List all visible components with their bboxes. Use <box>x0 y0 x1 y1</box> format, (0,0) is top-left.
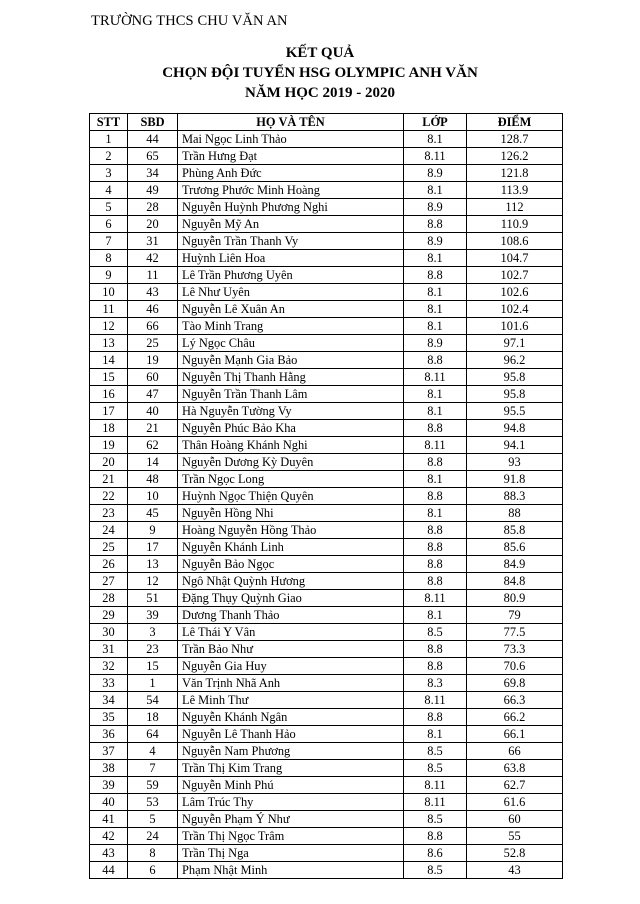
cell-name: Trương Phước Minh Hoàng <box>178 182 404 199</box>
cell-sbd: 11 <box>128 267 178 284</box>
cell-class: 8.11 <box>404 437 467 454</box>
cell-sbd: 62 <box>128 437 178 454</box>
cell-sbd: 21 <box>128 420 178 437</box>
cell-sbd: 3 <box>128 624 178 641</box>
cell-stt: 6 <box>90 216 128 233</box>
cell-score: 79 <box>467 607 563 624</box>
cell-score: 43 <box>467 862 563 879</box>
cell-name: Huỳnh Ngọc Thiện Quyên <box>178 488 404 505</box>
cell-score: 88 <box>467 505 563 522</box>
cell-stt: 36 <box>90 726 128 743</box>
cell-score: 102.6 <box>467 284 563 301</box>
cell-class: 8.9 <box>404 335 467 352</box>
cell-stt: 35 <box>90 709 128 726</box>
cell-name: Nguyễn Trần Thanh Vy <box>178 233 404 250</box>
cell-stt: 20 <box>90 454 128 471</box>
cell-name: Nguyễn Gia Huy <box>178 658 404 675</box>
cell-score: 94.8 <box>467 420 563 437</box>
cell-score: 101.6 <box>467 318 563 335</box>
cell-sbd: 19 <box>128 352 178 369</box>
cell-class: 8.11 <box>404 692 467 709</box>
table-row <box>90 505 563 522</box>
cell-name: Phùng Anh Đức <box>178 165 404 182</box>
cell-name: Nguyễn Trần Thanh Lâm <box>178 386 404 403</box>
cell-name: Nguyễn Khánh Linh <box>178 539 404 556</box>
cell-sbd: 47 <box>128 386 178 403</box>
cell-sbd: 23 <box>128 641 178 658</box>
cell-score: 121.8 <box>467 165 563 182</box>
cell-sbd: 54 <box>128 692 178 709</box>
cell-score: 112 <box>467 199 563 216</box>
cell-score: 84.8 <box>467 573 563 590</box>
cell-score: 52.8 <box>467 845 563 862</box>
cell-sbd: 40 <box>128 403 178 420</box>
cell-name: Phạm Nhật Minh <box>178 862 404 879</box>
table-row <box>90 233 563 250</box>
table-row <box>90 811 563 828</box>
cell-name: Ngô Nhật Quỳnh Hương <box>178 573 404 590</box>
cell-class: 8.8 <box>404 352 467 369</box>
table-row <box>90 862 563 879</box>
table-row <box>90 267 563 284</box>
table-row <box>90 165 563 182</box>
table-row <box>90 692 563 709</box>
table-row <box>90 794 563 811</box>
table-row <box>90 199 563 216</box>
cell-sbd: 13 <box>128 556 178 573</box>
table-row <box>90 709 563 726</box>
cell-name: Đặng Thụy Quỳnh Giao <box>178 590 404 607</box>
school-year: NĂM HỌC 2019 - 2020 <box>245 85 395 101</box>
cell-score: 62.7 <box>467 777 563 794</box>
cell-name: Tào Minh Trang <box>178 318 404 335</box>
school-name: TRƯỜNG THCS CHU VĂN AN <box>91 13 288 29</box>
cell-stt: 27 <box>90 573 128 590</box>
cell-score: 85.6 <box>467 539 563 556</box>
cell-name: Trần Thị Kim Trang <box>178 760 404 777</box>
cell-class: 8.8 <box>404 556 467 573</box>
cell-class: 8.8 <box>404 267 467 284</box>
cell-sbd: 28 <box>128 199 178 216</box>
cell-name: Nguyễn Hồng Nhi <box>178 505 404 522</box>
cell-sbd: 53 <box>128 794 178 811</box>
table-row <box>90 148 563 165</box>
cell-class: 8.1 <box>404 182 467 199</box>
column-header-stt: STT <box>90 114 128 131</box>
cell-class: 8.5 <box>404 743 467 760</box>
table-row <box>90 726 563 743</box>
table-row <box>90 284 563 301</box>
table-row <box>90 182 563 199</box>
table-row <box>90 573 563 590</box>
cell-score: 104.7 <box>467 250 563 267</box>
cell-score: 97.1 <box>467 335 563 352</box>
cell-name: Trần Thị Nga <box>178 845 404 862</box>
cell-class: 8.1 <box>404 505 467 522</box>
cell-class: 8.8 <box>404 420 467 437</box>
cell-score: 63.8 <box>467 760 563 777</box>
cell-name: Hà Nguyễn Tường Vy <box>178 403 404 420</box>
cell-sbd: 9 <box>128 522 178 539</box>
cell-class: 8.11 <box>404 369 467 386</box>
cell-name: Nguyễn Huỳnh Phương Nghi <box>178 199 404 216</box>
cell-stt: 32 <box>90 658 128 675</box>
cell-score: 60 <box>467 811 563 828</box>
cell-stt: 15 <box>90 369 128 386</box>
cell-name: Nguyễn Dương Kỳ Duyên <box>178 454 404 471</box>
cell-score: 95.8 <box>467 386 563 403</box>
cell-stt: 25 <box>90 539 128 556</box>
cell-name: Lâm Trúc Thy <box>178 794 404 811</box>
cell-score: 80.9 <box>467 590 563 607</box>
cell-score: 91.8 <box>467 471 563 488</box>
cell-name: Mai Ngọc Linh Thảo <box>178 131 404 148</box>
cell-sbd: 14 <box>128 454 178 471</box>
cell-stt: 33 <box>90 675 128 692</box>
cell-score: 102.4 <box>467 301 563 318</box>
cell-score: 85.8 <box>467 522 563 539</box>
cell-class: 8.8 <box>404 539 467 556</box>
cell-score: 94.1 <box>467 437 563 454</box>
cell-sbd: 6 <box>128 862 178 879</box>
column-header-class: LỚP <box>404 114 467 131</box>
cell-score: 96.2 <box>467 352 563 369</box>
cell-sbd: 49 <box>128 182 178 199</box>
cell-score: 66.2 <box>467 709 563 726</box>
cell-sbd: 65 <box>128 148 178 165</box>
cell-sbd: 15 <box>128 658 178 675</box>
table-row <box>90 352 563 369</box>
table-row <box>90 318 563 335</box>
table-row <box>90 386 563 403</box>
cell-name: Trần Bảo Như <box>178 641 404 658</box>
cell-stt: 43 <box>90 845 128 862</box>
cell-class: 8.1 <box>404 403 467 420</box>
results-body <box>90 131 563 879</box>
cell-name: Nguyễn Khánh Ngân <box>178 709 404 726</box>
cell-name: Nguyễn Lê Thanh Hảo <box>178 726 404 743</box>
cell-sbd: 8 <box>128 845 178 862</box>
cell-class: 8.8 <box>404 573 467 590</box>
table-row <box>90 471 563 488</box>
cell-class: 8.1 <box>404 301 467 318</box>
cell-stt: 5 <box>90 199 128 216</box>
cell-class: 8.5 <box>404 862 467 879</box>
cell-score: 95.5 <box>467 403 563 420</box>
cell-sbd: 7 <box>128 760 178 777</box>
table-row <box>90 437 563 454</box>
cell-score: 66.1 <box>467 726 563 743</box>
table-row <box>90 624 563 641</box>
table-row <box>90 556 563 573</box>
cell-class: 8.11 <box>404 794 467 811</box>
cell-sbd: 51 <box>128 590 178 607</box>
cell-stt: 14 <box>90 352 128 369</box>
table-row <box>90 216 563 233</box>
cell-name: Nguyễn Phạm Ý Như <box>178 811 404 828</box>
cell-score: 70.6 <box>467 658 563 675</box>
table-row <box>90 845 563 862</box>
cell-stt: 28 <box>90 590 128 607</box>
cell-stt: 41 <box>90 811 128 828</box>
cell-class: 8.11 <box>404 777 467 794</box>
cell-stt: 7 <box>90 233 128 250</box>
cell-class: 8.1 <box>404 726 467 743</box>
cell-class: 8.11 <box>404 590 467 607</box>
cell-name: Lý Ngọc Châu <box>178 335 404 352</box>
table-row <box>90 369 563 386</box>
cell-sbd: 39 <box>128 607 178 624</box>
cell-sbd: 42 <box>128 250 178 267</box>
cell-class: 8.6 <box>404 845 467 862</box>
cell-sbd: 4 <box>128 743 178 760</box>
cell-sbd: 59 <box>128 777 178 794</box>
table-row <box>90 777 563 794</box>
cell-score: 128.7 <box>467 131 563 148</box>
cell-stt: 18 <box>90 420 128 437</box>
cell-name: Nguyễn Lê Xuân An <box>178 301 404 318</box>
cell-class: 8.8 <box>404 709 467 726</box>
cell-class: 8.9 <box>404 199 467 216</box>
cell-score: 126.2 <box>467 148 563 165</box>
table-row <box>90 658 563 675</box>
cell-stt: 39 <box>90 777 128 794</box>
cell-class: 8.1 <box>404 607 467 624</box>
cell-stt: 9 <box>90 267 128 284</box>
table-row <box>90 675 563 692</box>
cell-score: 110.9 <box>467 216 563 233</box>
cell-class: 8.8 <box>404 216 467 233</box>
cell-name: Nguyễn Bảo Ngọc <box>178 556 404 573</box>
cell-stt: 30 <box>90 624 128 641</box>
cell-stt: 4 <box>90 182 128 199</box>
table-row <box>90 522 563 539</box>
results-table <box>89 113 563 879</box>
cell-class: 8.1 <box>404 471 467 488</box>
cell-sbd: 64 <box>128 726 178 743</box>
cell-score: 113.9 <box>467 182 563 199</box>
cell-stt: 17 <box>90 403 128 420</box>
cell-stt: 40 <box>90 794 128 811</box>
cell-sbd: 10 <box>128 488 178 505</box>
cell-name: Hoàng Nguyễn Hồng Thảo <box>178 522 404 539</box>
column-header-name: HỌ VÀ TÊN <box>178 114 404 131</box>
cell-stt: 38 <box>90 760 128 777</box>
table-row <box>90 131 563 148</box>
cell-stt: 1 <box>90 131 128 148</box>
cell-stt: 16 <box>90 386 128 403</box>
cell-class: 8.1 <box>404 250 467 267</box>
table-header-row <box>90 114 563 131</box>
cell-class: 8.9 <box>404 165 467 182</box>
cell-class: 8.11 <box>404 148 467 165</box>
cell-stt: 22 <box>90 488 128 505</box>
cell-name: Lê Như Uyên <box>178 284 404 301</box>
cell-name: Lê Thái Y Vân <box>178 624 404 641</box>
cell-name: Nguyễn Phúc Bảo Kha <box>178 420 404 437</box>
cell-stt: 29 <box>90 607 128 624</box>
cell-class: 8.8 <box>404 828 467 845</box>
cell-sbd: 31 <box>128 233 178 250</box>
cell-sbd: 17 <box>128 539 178 556</box>
cell-name: Thân Hoàng Khánh Nghi <box>178 437 404 454</box>
cell-score: 93 <box>467 454 563 471</box>
table-row <box>90 488 563 505</box>
cell-sbd: 12 <box>128 573 178 590</box>
cell-class: 8.3 <box>404 675 467 692</box>
cell-class: 8.8 <box>404 454 467 471</box>
cell-stt: 23 <box>90 505 128 522</box>
cell-sbd: 25 <box>128 335 178 352</box>
cell-class: 8.1 <box>404 284 467 301</box>
cell-name: Nguyễn Minh Phú <box>178 777 404 794</box>
cell-stt: 8 <box>90 250 128 267</box>
cell-score: 66.3 <box>467 692 563 709</box>
cell-name: Huỳnh Liên Hoa <box>178 250 404 267</box>
cell-score: 108.6 <box>467 233 563 250</box>
cell-score: 88.3 <box>467 488 563 505</box>
cell-name: Nguyễn Thị Thanh Hằng <box>178 369 404 386</box>
cell-class: 8.5 <box>404 624 467 641</box>
cell-name: Nguyễn Nam Phương <box>178 743 404 760</box>
cell-sbd: 20 <box>128 216 178 233</box>
cell-stt: 21 <box>90 471 128 488</box>
cell-name: Trần Thị Ngọc Trâm <box>178 828 404 845</box>
cell-sbd: 34 <box>128 165 178 182</box>
cell-class: 8.1 <box>404 318 467 335</box>
table-row <box>90 250 563 267</box>
cell-name: Dương Thanh Thảo <box>178 607 404 624</box>
cell-class: 8.1 <box>404 386 467 403</box>
cell-stt: 3 <box>90 165 128 182</box>
cell-stt: 24 <box>90 522 128 539</box>
cell-name: Lê Trần Phương Uyên <box>178 267 404 284</box>
cell-stt: 37 <box>90 743 128 760</box>
table-row <box>90 828 563 845</box>
cell-stt: 34 <box>90 692 128 709</box>
cell-class: 8.8 <box>404 658 467 675</box>
cell-stt: 13 <box>90 335 128 352</box>
cell-name: Nguyễn Mạnh Gia Bảo <box>178 352 404 369</box>
cell-stt: 44 <box>90 862 128 879</box>
cell-class: 8.1 <box>404 131 467 148</box>
table-row <box>90 743 563 760</box>
cell-sbd: 48 <box>128 471 178 488</box>
table-row <box>90 301 563 318</box>
cell-sbd: 44 <box>128 131 178 148</box>
cell-sbd: 18 <box>128 709 178 726</box>
cell-class: 8.5 <box>404 811 467 828</box>
cell-stt: 11 <box>90 301 128 318</box>
table-row <box>90 760 563 777</box>
cell-sbd: 43 <box>128 284 178 301</box>
cell-stt: 19 <box>90 437 128 454</box>
table-row <box>90 590 563 607</box>
cell-sbd: 60 <box>128 369 178 386</box>
cell-score: 84.9 <box>467 556 563 573</box>
cell-stt: 26 <box>90 556 128 573</box>
cell-name: Nguyễn Mỹ An <box>178 216 404 233</box>
cell-class: 8.8 <box>404 488 467 505</box>
column-header-sbd: SBD <box>128 114 178 131</box>
cell-name: Trần Ngọc Long <box>178 471 404 488</box>
cell-score: 102.7 <box>467 267 563 284</box>
table-row <box>90 335 563 352</box>
cell-stt: 12 <box>90 318 128 335</box>
cell-score: 77.5 <box>467 624 563 641</box>
table-row <box>90 539 563 556</box>
cell-score: 61.6 <box>467 794 563 811</box>
cell-sbd: 5 <box>128 811 178 828</box>
cell-stt: 2 <box>90 148 128 165</box>
cell-score: 66 <box>467 743 563 760</box>
cell-stt: 31 <box>90 641 128 658</box>
cell-sbd: 1 <box>128 675 178 692</box>
document-title: KẾT QUẢ <box>285 45 355 61</box>
cell-stt: 42 <box>90 828 128 845</box>
cell-sbd: 46 <box>128 301 178 318</box>
cell-score: 55 <box>467 828 563 845</box>
cell-sbd: 66 <box>128 318 178 335</box>
cell-class: 8.5 <box>404 760 467 777</box>
table-row <box>90 607 563 624</box>
cell-sbd: 24 <box>128 828 178 845</box>
cell-score: 73.3 <box>467 641 563 658</box>
table-row <box>90 420 563 437</box>
cell-score: 69.8 <box>467 675 563 692</box>
cell-class: 8.8 <box>404 641 467 658</box>
table-row <box>90 403 563 420</box>
cell-sbd: 45 <box>128 505 178 522</box>
cell-name: Văn Trịnh Nhã Anh <box>178 675 404 692</box>
cell-class: 8.9 <box>404 233 467 250</box>
cell-name: Lê Minh Thư <box>178 692 404 709</box>
cell-score: 95.8 <box>467 369 563 386</box>
cell-name: Trần Hưng Đạt <box>178 148 404 165</box>
cell-class: 8.8 <box>404 522 467 539</box>
cell-stt: 10 <box>90 284 128 301</box>
table-row <box>90 454 563 471</box>
column-header-score: ĐIỂM <box>467 114 563 131</box>
document-subtitle: CHỌN ĐỘI TUYỂN HSG OLYMPIC ANH VĂN <box>162 65 478 81</box>
table-row <box>90 641 563 658</box>
